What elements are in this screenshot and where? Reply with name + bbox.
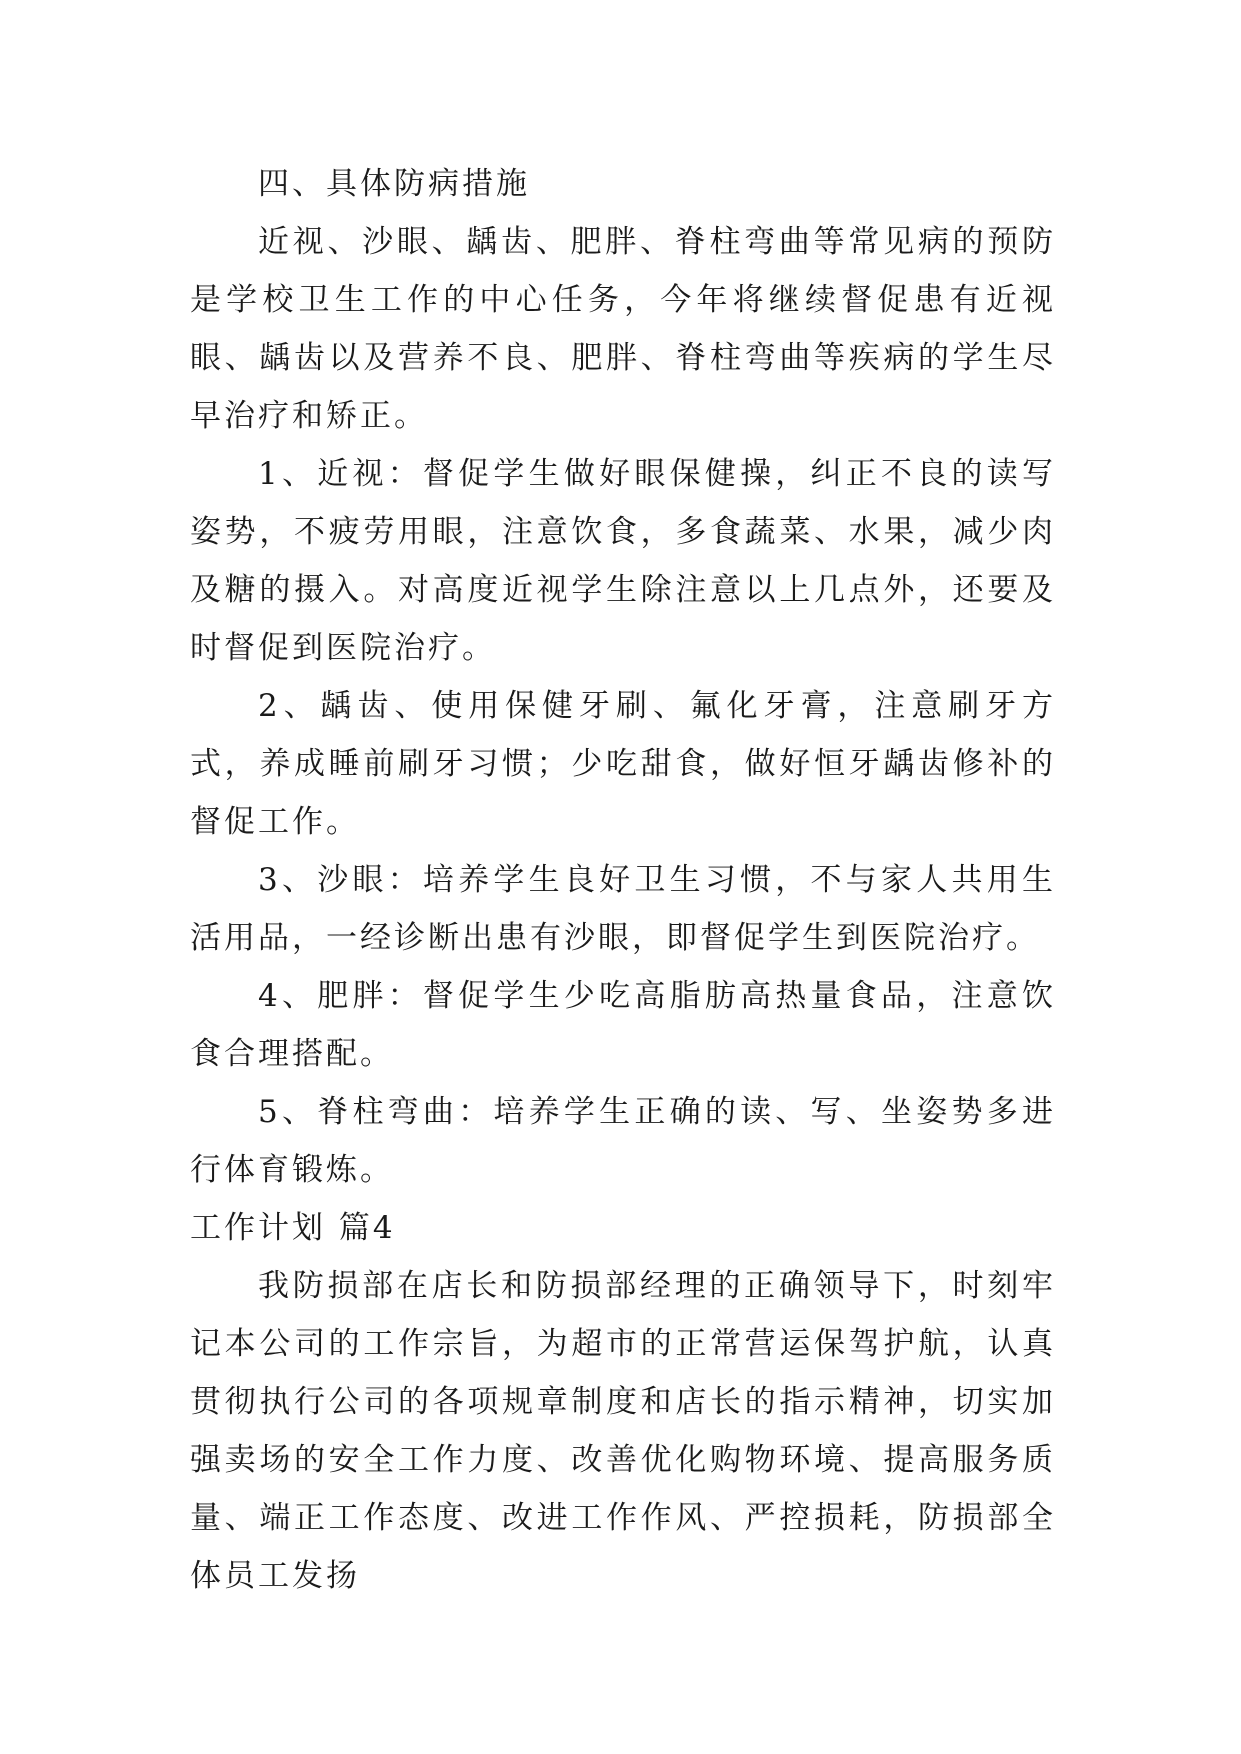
document-body — [190, 155, 1056, 1605]
measure-dental-caries-paragraph: 2、龋齿、使用保健牙刷、氟化牙膏，注意刷牙方式，养成睡前刷牙习惯；少吃甜食，做好恒牙龋齿修补的督促工作。 — [190, 688, 1056, 840]
plan-body-paragraph: 我防损部在店长和防损部经理的正确领导下，时刻牢记本公司的工作宗旨，为超市的正常营运保驾护航，认真贯彻执行公司的各项规章制度和店长的指示精神，切实加强卖场的安全工作力度、改善优化购物环境、提高服务质量、端正工作态度、改进工作作风、严控损耗，防损部全体员工发扬 — [190, 1268, 1056, 1594]
measure-obesity-paragraph: 4、肥胖：督促学生少吃高脂肪高热量食品，注意饮食合理搭配。 — [190, 978, 1056, 1072]
measure-trachoma-paragraph: 3、沙眼：培养学生良好卫生习惯，不与家人共用生活用品，一经诊断出患有沙眼，即督促学生到医院治疗。 — [190, 862, 1056, 956]
plan-title: 工作计划 篇4 — [190, 1210, 396, 1246]
measure-myopia-paragraph: 1、近视：督促学生做好眼保健操，纠正不良的读写姿势，不疲劳用眼，注意饮食，多食蔬菜、水果，减少肉及糖的摄入。对高度近视学生除注意以上几点外，还要及时督促到医院治疗。 — [190, 456, 1056, 666]
section-heading: 四、具体防病措施 — [258, 166, 530, 202]
measure-scoliosis-paragraph: 5、脊柱弯曲：培养学生正确的读、写、坐姿势多进行体育锻炼。 — [190, 1094, 1056, 1188]
section-intro-paragraph: 近视、沙眼、龋齿、肥胖、脊柱弯曲等常见病的预防是学校卫生工作的中心任务，今年将继续督促患有近视眼、龋齿以及营养不良、肥胖、脊柱弯曲等疾病的学生尽早治疗和矫正。 — [190, 224, 1056, 434]
